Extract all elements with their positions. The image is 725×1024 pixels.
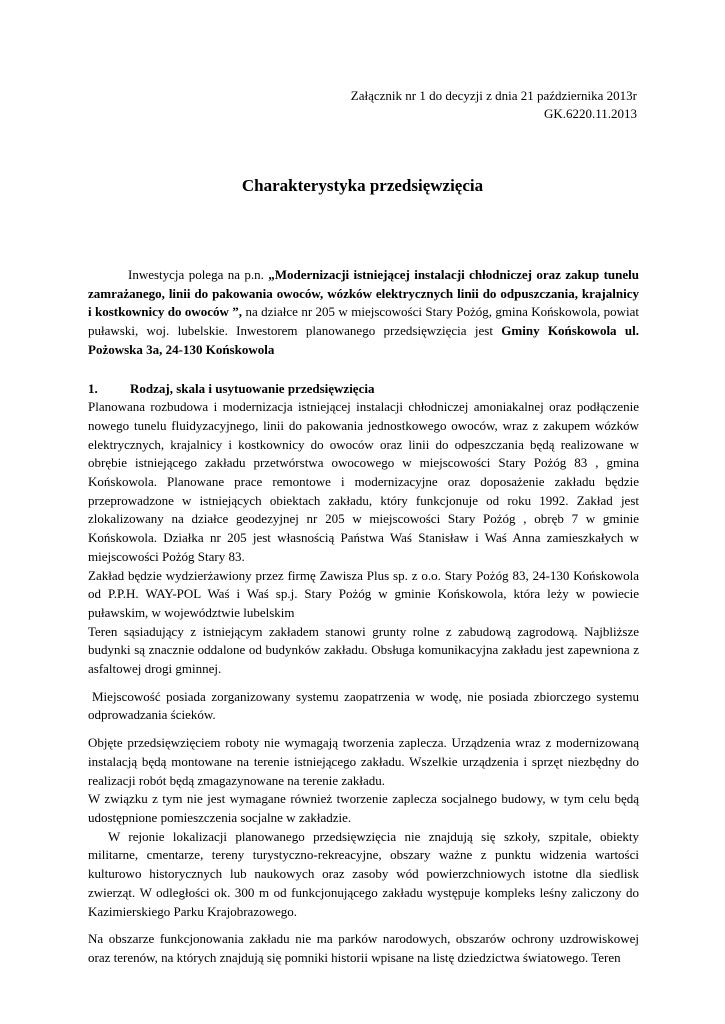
document-title: Charakterystyka przedsięwzięcia [241,176,484,195]
section-heading [88,380,639,399]
document-header [351,87,637,123]
reference-number: GK.6220.11.2013 [543,106,637,121]
document-body [88,266,639,968]
intro-text-1: Inwestycja polega na p.n. [128,267,269,282]
section-number: 1. [88,380,98,396]
annex-line: Załącznik nr 1 do decyzji z dnia 21 października 2013r [350,88,637,103]
paragraph-site-works: Objęte przedsięwzięciem roboty nie wymagają tworzenia zaplecza. Urządzenia wraz z modernizowaną instalacją będą montowane na terenie istniejącego zakładu. Wszelkie urządzenia i sprzęt niezbędny do realizacji robót będą zmagazynowane na terenie zakładu. [88,735,639,788]
paragraph-lease: Zakład będzie wydzierżawiony przez firmę Zawisza Plus sp. z o.o. Stary Pożóg 83, 24-130 Końskowola od P.P.H. WAY-POL Waś i Waś sp.j. Stary Pożóg w gminie Końskowola, która leży w powiecie puławskim, w województwie lubelskim [88,567,639,620]
paragraph-water-supply: Miejscowość posiada zorganizowany systemu zaopatrzenia w wodę, nie posiada zbiorczego systemu odprowadzania ścieków. [88,688,639,723]
paragraph-protected-areas: Na obszarze funkcjonowania zakładu nie ma parków narodowych, obszarów ochrony uzdrowiskowej oraz terenów, na których znajdują się pomniki historii wpisane na listę dziedzictwa światowego. Teren [88,931,639,965]
section-title: Rodzaj, skala i usytuowanie przedsięwzięcia [130,380,375,396]
intro-paragraph [88,266,639,360]
paragraph-scope: Planowana rozbudowa i modernizacja istniejącej instalacji chłodniczej amoniakalnej oraz podłączenie nowego tunelu fluidyzacyjnego, linii do pakowania jednostkowego owoców, wraz z zakupem wózków elektrycznych, krajalnicy i kostkownicy do owoców oraz linii do odpeszczania będą realizowane w obrębie istniejącego zakładu przetwórstwa owocowego w miejscowości Stary Pożóg 83 , gmina Końskowola. Planowane prace remontowe i modernizacyjne oraz doposażenie zakładu będzie przeprowadzone w istniejących obiektach zakładu, który funkcjonuje od roku 1992. Zakład jest zlokalizowany na działce geodezyjnej nr 205 w miejscowości Stary Pożóg , obręb 7 w gminie Końskowola. Działka nr 205 jest własnością Państwa Waś Stanisław i Waś Anna zamieszkałych w miejscowości Pożóg Stary 83. [88,399,639,564]
paragraph-social-facilities: W związku z tym nie jest wymagane również tworzenie zaplecza socjalnego budowy, w tym celu będą udostępnione pomieszczenia socjalne w zakładzie. [88,791,639,825]
investor-name: Gminy Końskowola ul. Pożowska 3a, 24-130 Końskowola [88,323,639,357]
paragraph-surroundings: Teren sąsiadujący z istniejącym zakładem stanowi grunty rolne z zabudową zagrodową. Najbliższe budynki są znacznie oddalone od budynków zakładu. Obsługa komunikacyjna zakładu jest zapewniona z asfaltowej drogi gminnej. [88,623,639,677]
project-name: „Modernizacji istniejącej instalacji chłodniczej oraz zakup tunelu zamrażanego, linii do pakowania owoców, wózków elektrycznych linii do odpuszczania, krajalnicy i kostkownicy do owoców ”, [88,267,640,320]
intro-text-2: na działce nr 205 w miejscowości Stary Pożóg, gmina Końskowola, powiat puławski, woj. lubelskie. Inwestorem planowanego przedsięwzięcia jest [88,304,639,339]
paragraph-location: W rejonie lokalizacji planowanego przedsięwzięcia nie znajdują się szkoły, szpitale, obiekty militarne, cmentarze, tereny turystyczno-rekreacyjne, obszary ważne z punktu widzenia wartości kulturowo historycznych lub naukowych oraz zasoby wód powierzchniowych istotne dla siedlisk zwierząt. W odległości ok. 300 m od funkcjonującego zakładu występuje kompleks leśny zaliczony do Kazimierskiego Parku Krajobrazowego. [88,828,639,919]
